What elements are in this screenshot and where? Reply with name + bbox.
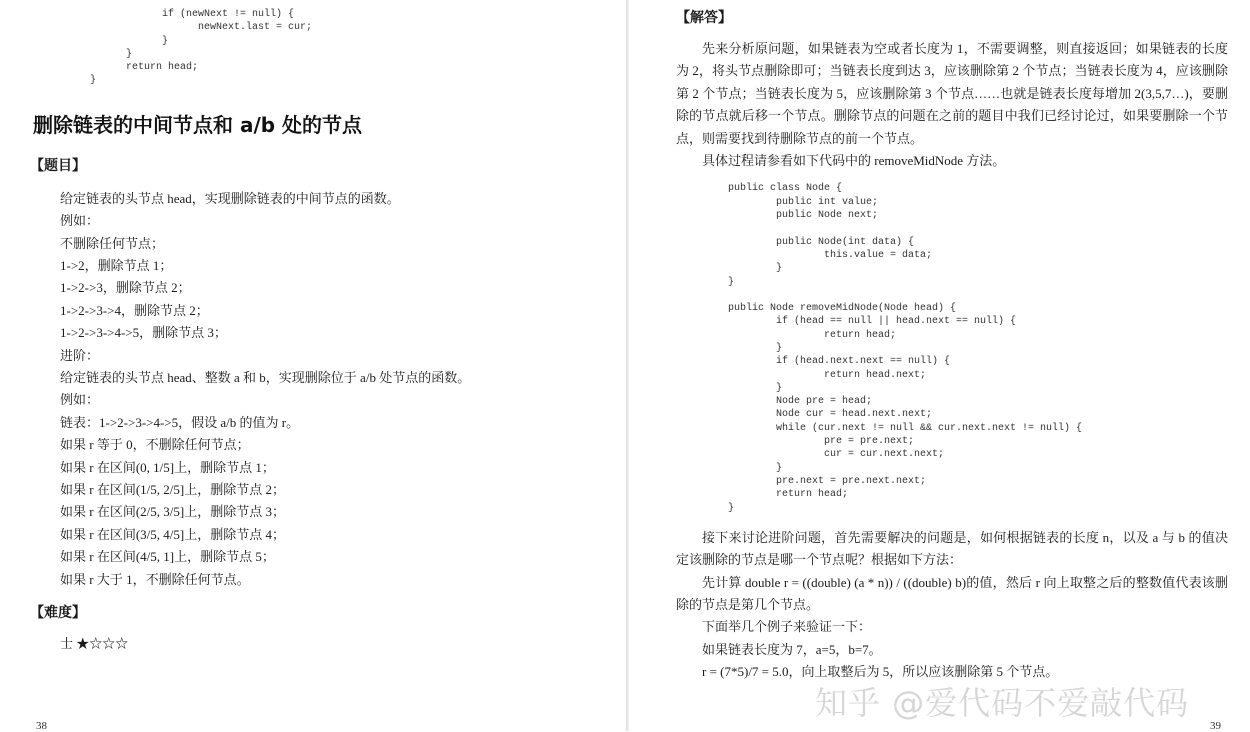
right-page-body [676, 8, 1228, 684]
answer-paragraph: 如果链表长度为 7，a=5，b=7。 [702, 641, 882, 657]
page-gutter [626, 0, 629, 731]
problem-line: 如果 r 在区间(4/5, 1]上，删除节点 5； [60, 549, 275, 565]
answer-paragraph: 先来分析原问题，如果链表为空或者长度为 1，不需要调整，则直接返回；如果链表的长度为 2，将头节点删除即可；当链表长度到达 3，应该删除第 2 个节点；当链表长度为 4，应该删除第 2 个节点；当链表长度为 5，应该删除第 3 个节点……也就是链表长度每增加 2(3,5,7…)，要删除的节点就后移一个节点。删除节点的问题在之前的题目中我们已经讨论过，如果要删除一个节点，则需要找到待删除节点的前一个节点。 [676, 41, 1228, 146]
code-snippet-top: if (newNext != null) { newNext.last = cur; } } return head; } [90, 9, 313, 87]
right-page [630, 0, 1250, 731]
problem-line: 给定链表的头节点 head，实现删除链表的中间节点的函数。 [60, 190, 400, 206]
problem-line: 如果 r 在区间(2/5, 3/5]上，删除节点 3； [60, 504, 285, 520]
problem-line: 如果 r 在区间(0, 1/5]上，删除节点 1； [60, 459, 275, 475]
problem-line: 如果 r 在区间(3/5, 4/5]上，删除节点 4； [60, 526, 285, 542]
answer-paragraph: 先计算 double r = ((double) (a * n)) / ((double) b)的值，然后 r 向上取整之后的整数值代表该删除的节点是第几个节点。 [676, 574, 1228, 613]
code-block: public class Node { public int value; public Node next; public Node(int data) { this.value = data; } } public Node removeMidNode(Node head) { if (head == null || head.next == null) { return head; } if (head.next.next == null) { return head.next; } Node pre = head; Node cur = head.next.next; while (cur.next != null && cur.next.next != null) { pre = pre.next; cur = cur.next.next; } pre.next = pre.next.next; return head; } [728, 183, 1083, 514]
problem-line: 1->2->3->4->5，删除节点 3； [60, 325, 227, 341]
problem-heading: 【题目】 [30, 157, 86, 174]
problem-line: 例如： [60, 392, 100, 408]
problem-line: 如果 r 在区间(1/5, 2/5]上，删除节点 2； [60, 482, 285, 498]
problem-text [60, 188, 600, 591]
problem-line: 如果 r 等于 0，不删除任何节点； [60, 437, 250, 453]
problem-line: 进阶： [60, 347, 100, 363]
problem-line: 不删除任何节点； [60, 235, 165, 251]
answer-paragraph: 下面举几个例子来验证一下： [702, 619, 872, 635]
answer-paragraph: 接下来讨论进阶问题，首先需要解决的问题是，如何根据链表的长度 n，以及 a 与 b 的值决定该删除的节点是哪一个节点呢？根据如下方法： [676, 529, 1228, 568]
problem-line: 1->2->3->4，删除节点 2； [60, 302, 209, 318]
watermark: 知乎 @爱代码不爱敲代码 [815, 684, 1190, 722]
problem-line: 如果 r 大于 1，不删除任何节点。 [60, 571, 250, 587]
answer-paragraph: r = (7*5)/7 = 5.0，向上取整后为 5，所以应该删除第 5 个节点。 [702, 664, 1059, 680]
problem-line: 链表：1->2->3->4->5，假设 a/b 的值为 r。 [60, 414, 300, 430]
difficulty-rating: 士 ★☆☆☆ [60, 636, 129, 652]
page-number: 39 [1210, 720, 1221, 732]
section-title: 删除链表的中间节点和 a/b 处的节点 [33, 112, 363, 137]
answer-heading: 【解答】 [676, 10, 732, 26]
problem-line: 1->2，删除节点 1； [60, 258, 173, 273]
problem-line: 1->2->3，删除节点 2； [60, 280, 191, 296]
left-page-body [30, 8, 600, 656]
problem-line: 例如： [60, 213, 100, 229]
answer-paragraph: 具体过程请参看如下代码中的 removeMidNode 方法。 [702, 153, 1006, 169]
difficulty-heading: 【难度】 [30, 605, 86, 622]
page-number: 38 [36, 720, 47, 732]
problem-line: 给定链表的头节点 head、整数 a 和 b，实现删除位于 a/b 处节点的函数。 [60, 370, 471, 386]
